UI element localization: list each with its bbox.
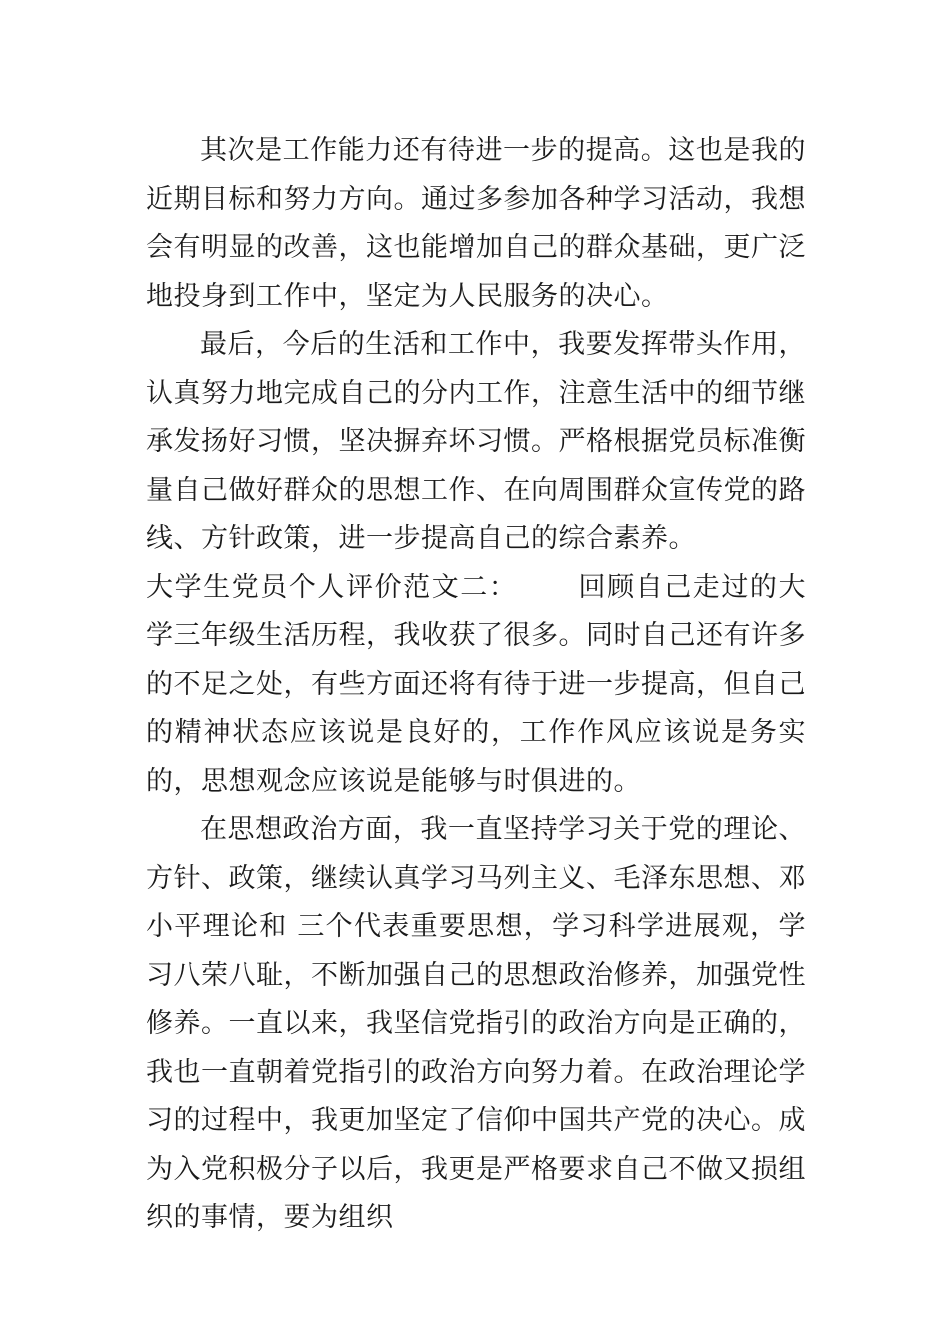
section-intro: 回顾自己走过的大学三年级生活历程，我收获了很多。同时自己还有许多的不足之处，有些方面还将有待于进一步提高，但自己的精神状态应该说是良好的，工作作风应该说是务实的，思想观念应该说是能够与时俱进的。: [146, 571, 807, 797]
document-body: [146, 127, 806, 1243]
paragraph-finally: 最后，今后的生活和工作中，我要发挥带头作用，认真努力地完成自己的分内工作，注意生活中的细节继承发扬好习惯，坚决摒弃坏习惯。严格根据党员标准衡量自己做好群众的思想工作、在向周围群众宣传党的路线、方针政策，进一步提高自己的综合素养。: [146, 329, 806, 554]
section-two: [146, 564, 806, 807]
section-title: 大学生党员个人评价范文二：: [146, 571, 518, 603]
paragraph-work-ability: 其次是工作能力还有待进一步的提高。这也是我的近期目标和努力方向。通过多参加各种学习活动，我想会有明显的改善，这也能增加自己的群众基础，更广泛地投身到工作中，坚定为人民服务的决心。: [146, 135, 806, 312]
paragraph-politics: 在思想政治方面，我一直坚持学习关于党的理论、方针、政策，继续认真学习马列主义、毛泽东思想、邓小平理论和 三个代表重要思想，学习科学进展观，学习八荣八耻，不断加强自己的思想政治修养，加强党性修养。一直以来，我坚信党指引的政治方向是正确的，我也一直朝着党指引的政治方向努力着。在政治理论学习的过程中，我更加坚定了信仰中国共产党的决心。成为入党积极分子以后，我更是严格要求自己不做又损组织的事情，要为组织: [146, 814, 806, 1233]
